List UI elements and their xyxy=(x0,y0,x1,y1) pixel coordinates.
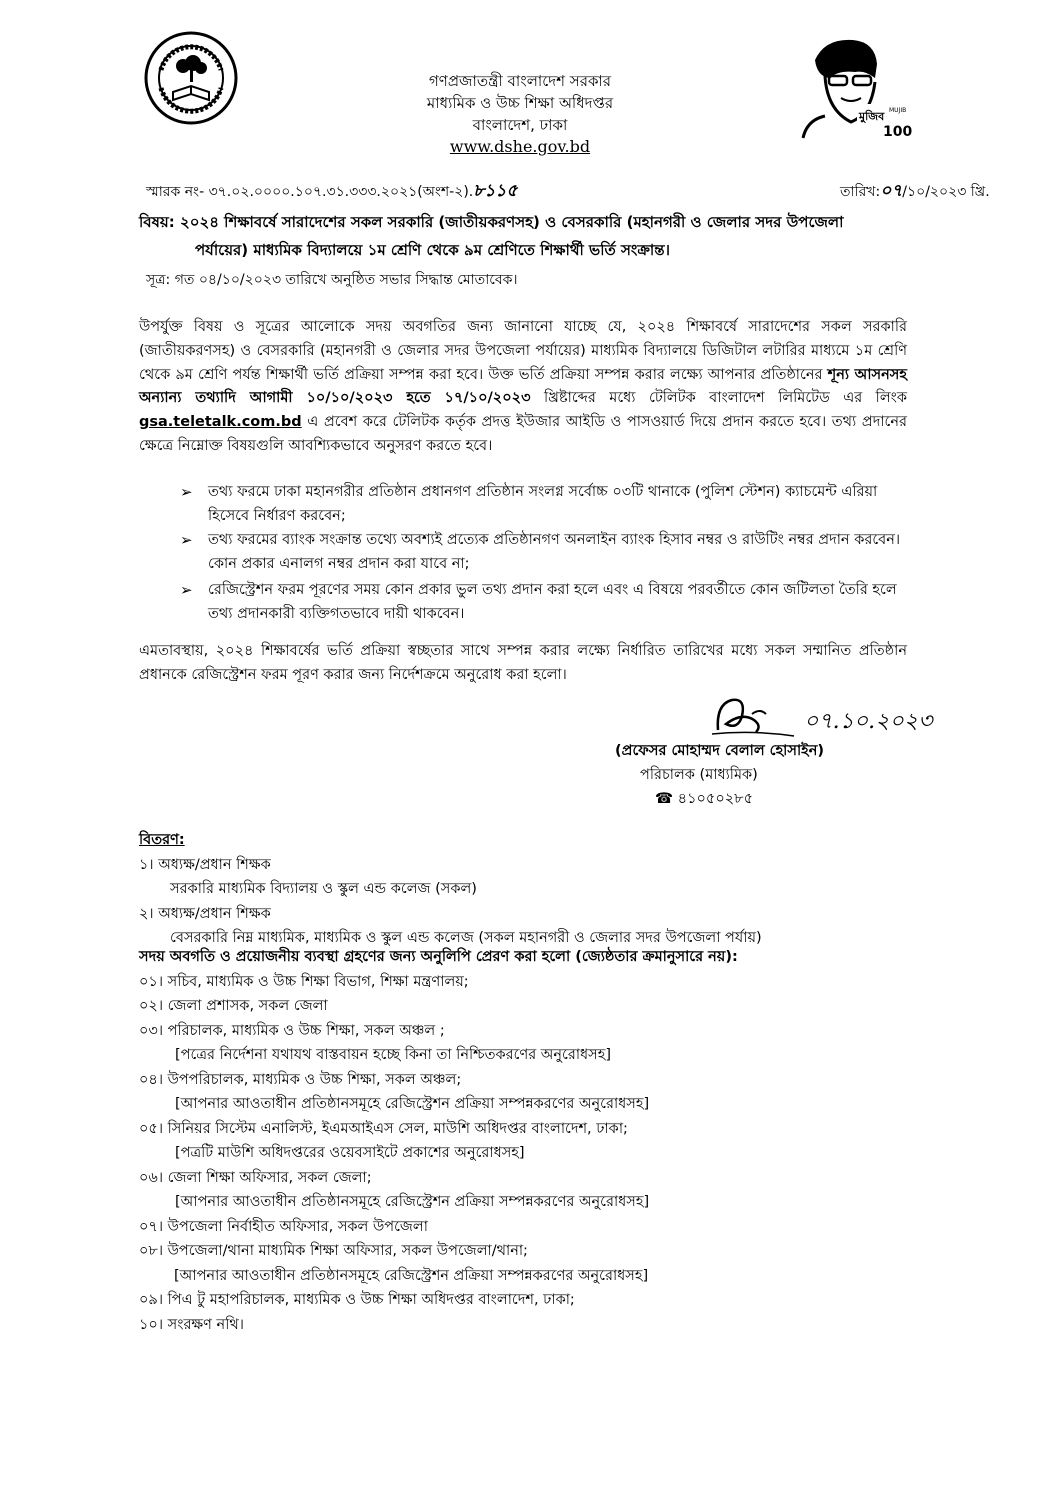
subject-line-2: পর্যায়ের) মাধ্যমিক বিদ্যালয়ে ১ম শ্রেণি থেকে ৯ম শ্রেণিতে শিক্ষার্থী ভর্তি সংক্রান্ত। xyxy=(195,241,670,259)
copies-item: ০৫। সিনিয়র সিস্টেম এনালিস্ট, ইএমআইএস সেল, মাউশি অধিদপ্তর বাংলাদেশ, ঢাকা; xyxy=(139,1120,628,1137)
para1-text-b: খ্রিষ্টাব্দের মধ্যে টেলিটক বাংলাদেশ লিমিটেড এর লিংক xyxy=(530,390,908,407)
memo-date xyxy=(840,178,990,206)
svg-text:100: 100 xyxy=(883,124,913,140)
copies-item: ০৪। উপপরিচালক, মাধ্যমিক ও উচ্চ শিক্ষা, সকল অঞ্চল; xyxy=(139,1071,462,1088)
signature-date: ০৭.১০.২০২৩ xyxy=(804,709,933,734)
bullet-text: রেজিস্ট্রেশন ফরম পূরণের সময় কোন প্রকার ভুল তথ্য প্রদান করা হলে এবং এ বিষয়ে পরবর্তীতে কোন জটিলতা তৈরি হলে তথ্য প্রদানকারী ব্যক্তিগতভাবে দায়ী থাকবেন। xyxy=(208,582,897,622)
copies-item-note: [আপনার আওতাধীন প্রতিষ্ঠানসমূহে রেজিস্ট্রেশন প্রক্রিয়া সম্পন্নকরণের অনুরোধসহ] xyxy=(175,1194,650,1210)
memo-reference-handwritten-number: ৮১১৫ xyxy=(473,181,518,201)
svg-text:MUJIB: MUJIB xyxy=(889,107,907,114)
header-website-link[interactable]: www.dshe.gov.bd xyxy=(449,137,591,156)
letter-header xyxy=(0,70,1040,158)
handwritten-signature xyxy=(712,690,972,740)
memo-reference xyxy=(146,178,517,206)
copies-item-note: [পত্রটি মাউশি অধিদপ্তরের ওয়েবসাইটে প্রকাশের অনুরোধসহ] xyxy=(175,1145,525,1161)
letter-subject xyxy=(139,208,907,264)
memo-reference-label: স্মারক নং- ৩৭.০২.০০০০.১০৭.৩১.৩৩৩.২০২১(অংশ-২). xyxy=(146,184,474,200)
arrow-bullet-icon: ➢ xyxy=(180,531,193,549)
bullet-item xyxy=(180,480,907,528)
distribution-item: বেসরকারি নিম্ন মাধ্যমিক, মাধ্যমিক ও স্কুল এন্ড কলেজ (সকল মহানগরী ও জেলার সদর উপজেলা পর্যায়) xyxy=(170,930,762,946)
memo-date-rest: /১০/২০২৩ খ্রি. xyxy=(902,184,990,200)
bullet-item xyxy=(180,528,907,576)
body-paragraph-2: এমতাবস্থায়, ২০২৪ শিক্ষাবর্ষের ভর্তি প্রক্রিয়া স্বচ্ছতার সাথে সম্পন্ন করার লক্ষ্যে নির্ধারিত তারিখের মধ্যে সকল সম্মানিত প্রতিষ্ঠান প্রধানকে রেজিস্ট্রেশন ফরম পূরণ করার জন্য নির্দেশক্রমে অনুরোধ করা হলো। xyxy=(139,643,907,683)
body-paragraph-1 xyxy=(139,316,907,459)
phone-icon: ☎ xyxy=(655,791,674,807)
copies-item: ০৬। জেলা শিক্ষা অফিসার, সকল জেলা; xyxy=(139,1169,372,1186)
para1-text-c: এ প্রবেশ করে টেলিটক কর্তৃক প্রদত্ত ইউজার আইডি ও পাসওয়ার্ড দিয়ে প্রদান করতে হবে। তথ্য প্রদানের ক্ষেত্রে নিম্নোক্ত বিষয়গুলি আবশ্যিকভাবে অনুসরণ করতে হবে। xyxy=(139,414,907,454)
para1-deadline-bold: শূন্য আসনসহ অন্যান্য তথ্যাদি আগামী ১০/১০/২০২৩ হতে ১৭/১০/২০২৩ xyxy=(139,366,907,407)
bullet-text: তথ্য ফরমে ঢাকা মহানগরীর প্রতিষ্ঠান প্রধানগণ প্রতিষ্ঠান সংলগ্ন সর্বোচ্চ ০৩টি থানাকে (পুলিশ স্টেশন) ক্যাচমেন্ট এরিয়া হিসেবে নির্ধারণ করবেন; xyxy=(208,484,878,524)
phone-number: ৪১০৫০২৮৫ xyxy=(677,791,753,807)
copies-item: ০৭। উপজেলা নির্বাহীত অফিসার, সকল উপজেলা xyxy=(139,1218,428,1235)
copies-item: ০২। জেলা প্রশাসক, সকল জেলা xyxy=(139,998,328,1014)
bullet-text: তথ্য ফরমের ব্যাংক সংক্রান্ত তথ্যে অবশ্যই প্রত্যেক প্রতিষ্ঠানগণ অনলাইন ব্যাংক হিসাব নম্বর ও রাউটিং নম্বর প্রদান করবেন। কোন প্রকার এনালগ নম্বর প্রদান করা যাবে না; xyxy=(208,532,901,572)
signatory-phone xyxy=(655,788,753,812)
subject-line-1: বিষয়: ২০২৪ শিক্ষাবর্ষে সারাদেশের সকল সরকারি (জাতীয়করণসহ) ও বেসরকারি (মহানগরী ও জেলার সদর উপজেলা xyxy=(139,213,844,231)
copies-list xyxy=(139,945,939,1337)
reference-note: সূত্র: গত ০৪/১০/২০২৩ তারিখে অনুষ্ঠিত সভার সিদ্ধান্ত মোতাবেক। xyxy=(146,272,518,288)
copies-item: ১০। সংরক্ষণ নথি। xyxy=(139,1316,244,1333)
svg-text:মুজিব: মুজিব xyxy=(859,110,885,123)
arrow-bullet-icon: ➢ xyxy=(180,483,193,501)
header-government: গণপ্রজাতন্ত্রী বাংলাদেশ সরকার xyxy=(428,72,612,90)
teletalk-link[interactable]: gsa.teletalk.com.bd xyxy=(139,414,302,431)
distribution-item: সরকারি মাধ্যমিক বিদ্যালয় ও স্কুল এন্ড কলেজ (সকল) xyxy=(170,881,477,897)
signatory-designation: পরিচালক (মাধ্যমিক) xyxy=(640,767,758,783)
copies-item: ০৮। উপজেলা/থানা মাধ্যমিক শিক্ষা অফিসার, সকল উপজেলা/থানা; xyxy=(139,1243,528,1259)
distribution-list xyxy=(139,828,939,951)
distribution-heading: বিতরণ: xyxy=(139,832,185,848)
signatory-name: (প্রফেসর মোহাম্মদ বেলাল হোসাইন) xyxy=(615,743,824,759)
distribution-item: ২। অধ্যক্ষ/প্রধান শিক্ষক xyxy=(139,905,271,922)
copies-item-note: [পত্রের নির্দেশনা যথাযথ বাস্তবায়ন হচ্ছে কিনা তা নিশ্চিতকরণের অনুরোধসহ] xyxy=(175,1047,612,1063)
copies-item: ০১। সচিব, মাধ্যমিক ও উচ্চ শিক্ষা বিভাগ, শিক্ষা মন্ত্রণালয়; xyxy=(139,973,469,990)
copies-item: ০৯। পিএ টু মহাপরিচালক, মাধ্যমিক ও উচ্চ শিক্ষা অধিদপ্তর বাংলাদেশ, ঢাকা; xyxy=(139,1292,575,1308)
memo-date-handwritten-day: ০৭ xyxy=(880,181,903,201)
arrow-bullet-icon: ➢ xyxy=(180,581,193,599)
copies-item-note: [আপনার আওতাধীন প্রতিষ্ঠানসমূহে রেজিস্ট্রেশন প্রক্রিয়া সম্পন্নকরণের অনুরোধসহ] xyxy=(175,1096,650,1112)
memo-date-label: তারিখ: xyxy=(840,184,881,200)
para1-text-a: উপর্যুক্ত বিষয় ও সূত্রের আলোকে সদয় অবগতির জন্য জানানো যাচ্ছে যে, ২০২৪ শিক্ষাবর্ষে সারাদেশের সকল সরকারি (জাতীয়করণসহ) ও বেসরকারি (মহানগরী ও জেলার সদর উপজেলা পর্যায়ের) মাধ্যমিক বিদ্যালয়ে ডিজিটাল লটারির মাধ্যমে ১ম শ্রেণি থেকে ৯ম শ্রেণি পর্যন্ত শিক্ষার্থী ভর্তি প্রক্রিয়া সম্পন্ন করা হবে। উক্ত ভর্তি প্রক্রিয়া সম্পন্ন করার লক্ষ্যে আপনার প্রতিষ্ঠানের xyxy=(139,319,907,383)
copies-heading: সদয় অবগতি ও প্রয়োজনীয় ব্যবস্থা গ্রহণের জন্য অনুলিপি প্রেরণ করা হলো (জ্যেষ্ঠতার ক্রমানুসারে নয়): xyxy=(139,949,738,965)
header-directorate: মাধ্যমিক ও উচ্চ শিক্ষা অধিদপ্তর xyxy=(426,94,614,112)
copies-item: ০৩। পরিচালক, মাধ্যমিক ও উচ্চ শিক্ষা, সকল অঞ্চল ; xyxy=(139,1022,445,1039)
header-location: বাংলাদেশ, ঢাকা xyxy=(472,116,568,134)
copies-item-note: [আপনার আওতাধীন প্রতিষ্ঠানসমূহে রেজিস্ট্রেশন প্রক্রিয়া সম্পন্নকরণের অনুরোধসহ] xyxy=(174,1267,649,1284)
bullet-item xyxy=(180,578,907,626)
distribution-item: ১। অধ্যক্ষ/প্রধান শিক্ষক xyxy=(139,856,271,873)
